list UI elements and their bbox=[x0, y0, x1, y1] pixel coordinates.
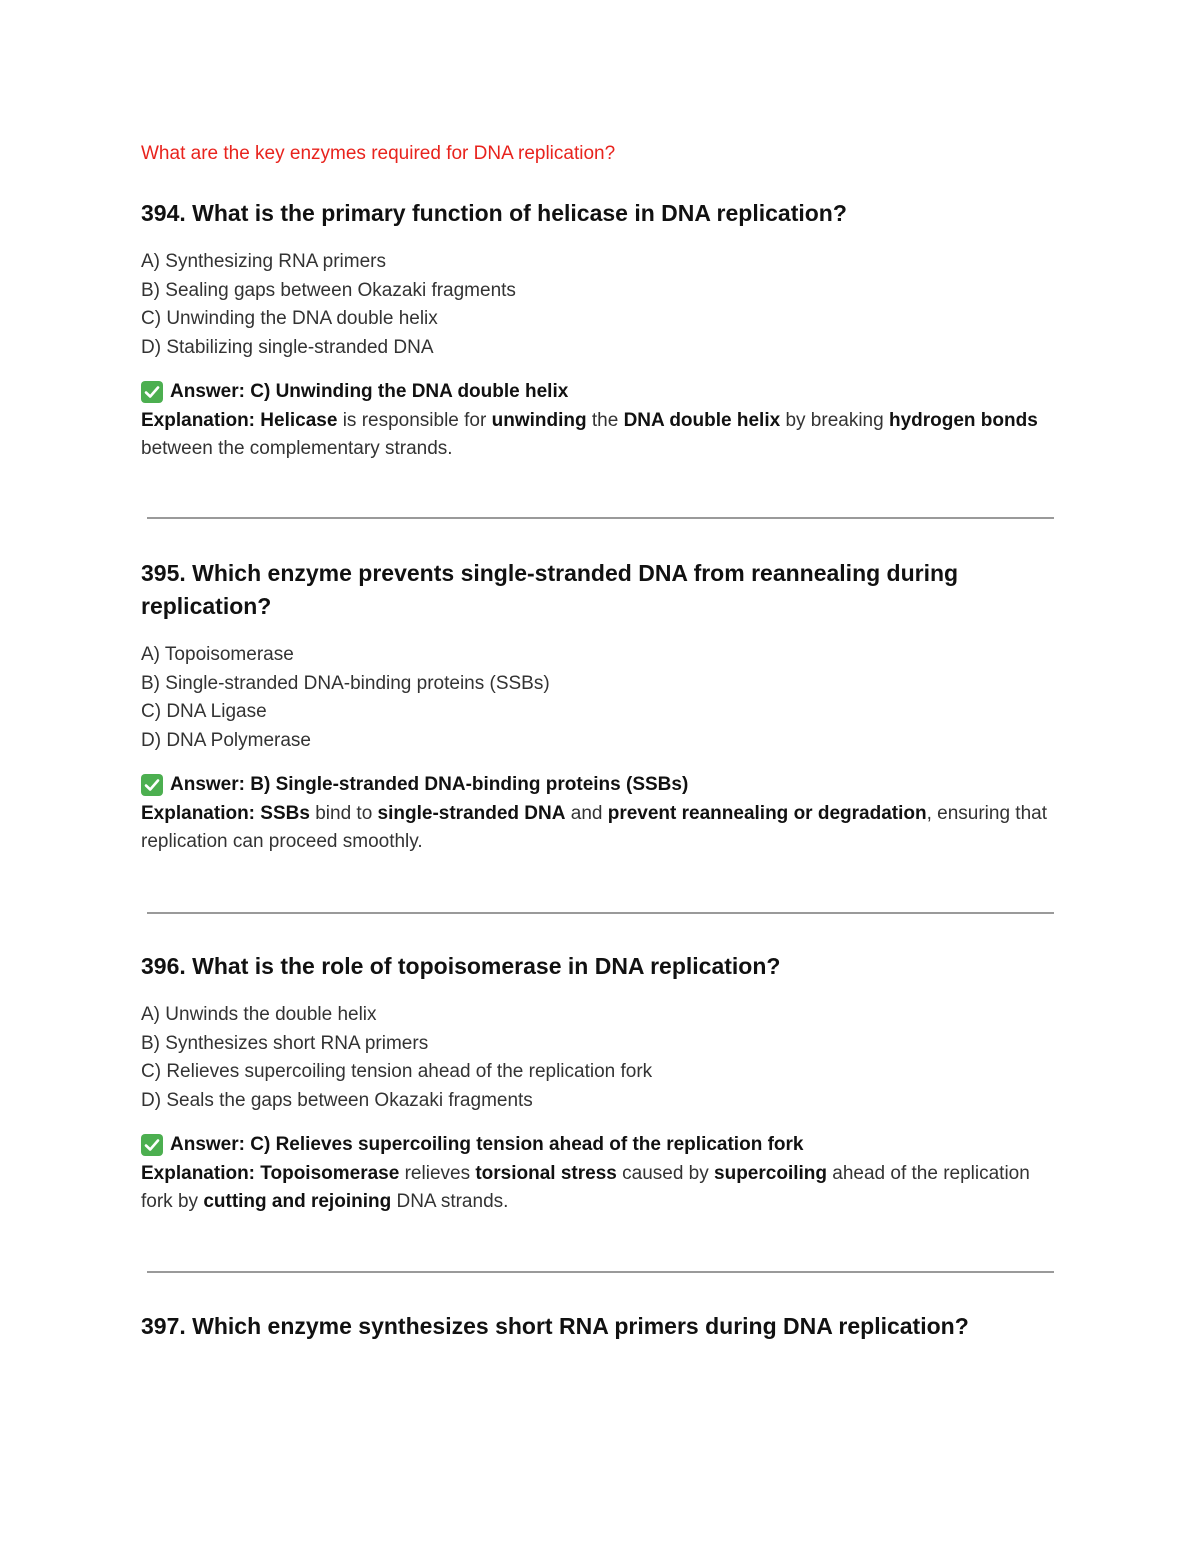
check-mark-icon bbox=[141, 381, 163, 403]
answer-line bbox=[141, 771, 1061, 800]
explanation-bold-run: Helicase bbox=[260, 409, 338, 431]
explanation-bold-run: Explanation: bbox=[141, 802, 261, 824]
option-a: A) Topoisomerase bbox=[141, 644, 294, 665]
explanation-text-run: , ensuring that replication can proceed smoothly. bbox=[141, 802, 1047, 852]
explanation-bold-run: cutting and rejoining bbox=[203, 1191, 392, 1212]
answer-line bbox=[141, 1131, 1061, 1160]
option-c: C) Relieves supercoiling tension ahead of the replication fork bbox=[141, 1061, 653, 1082]
answer-text: Answer: C) Unwinding the DNA double helix bbox=[170, 381, 569, 402]
explanation-bold-run: supercoiling bbox=[714, 1162, 827, 1184]
divider bbox=[147, 1271, 1054, 1273]
explanation bbox=[141, 407, 1061, 464]
explanation-bold-run: Explanation: bbox=[141, 1162, 261, 1184]
question-heading: 397. Which enzyme synthesizes short RNA primers during DNA replication? bbox=[141, 1313, 969, 1339]
explanation-text-run: is responsible for bbox=[337, 409, 492, 431]
divider bbox=[147, 517, 1054, 519]
answer-text: Answer: C) Relieves supercoiling tension ahead of the replication fork bbox=[170, 1134, 804, 1155]
option-a: A) Synthesizing RNA primers bbox=[141, 251, 386, 272]
question-394 bbox=[141, 197, 1061, 464]
option-b: B) Sealing gaps between Okazaki fragments bbox=[141, 279, 516, 301]
explanation-text-run: between the complementary strands. bbox=[141, 438, 453, 459]
explanation-text-run: the bbox=[586, 409, 624, 431]
option-b: B) Synthesizes short RNA primers bbox=[141, 1032, 429, 1054]
explanation-bold-run: prevent reannealing or degradation bbox=[607, 802, 927, 824]
explanation-bold-run: SSBs bbox=[260, 802, 310, 824]
answer-line bbox=[141, 378, 1061, 407]
option-c: C) DNA Ligase bbox=[141, 701, 267, 722]
explanation-bold-run: Explanation: bbox=[141, 409, 261, 431]
explanation-text-run: caused by bbox=[616, 1162, 715, 1184]
question-396 bbox=[141, 950, 1061, 1217]
option-b: B) Single-stranded DNA-binding proteins (SSBs) bbox=[141, 672, 550, 694]
document-page bbox=[141, 140, 1061, 1339]
check-mark-icon bbox=[141, 1134, 163, 1156]
check-mark-icon bbox=[141, 774, 163, 796]
explanation-bold-run: torsional stress bbox=[475, 1162, 617, 1184]
option-d: D) Stabilizing single-stranded DNA bbox=[141, 336, 434, 358]
question-397 bbox=[141, 1310, 1061, 1361]
section-title: What are the key enzymes required for DNA replication? bbox=[141, 143, 616, 164]
options-list bbox=[141, 248, 1061, 362]
explanation-bold-run: Topoisomerase bbox=[260, 1162, 400, 1184]
explanation-bold-run: single-stranded DNA bbox=[377, 802, 566, 824]
question-heading: 395. Which enzyme prevents single-stranded DNA from reannealing during replication? bbox=[141, 560, 959, 619]
explanation bbox=[141, 800, 1061, 857]
explanation-text-run: bind to bbox=[309, 802, 378, 824]
options-list bbox=[141, 1001, 1061, 1115]
question-heading: 396. What is the role of topoisomerase in DNA replication? bbox=[141, 953, 781, 979]
option-a: A) Unwinds the double helix bbox=[141, 1004, 377, 1025]
explanation-text-run: relieves bbox=[399, 1162, 476, 1184]
explanation-text-run: DNA strands. bbox=[391, 1191, 509, 1212]
option-c: C) Unwinding the DNA double helix bbox=[141, 308, 438, 329]
options-list bbox=[141, 641, 1061, 755]
option-d: D) Seals the gaps between Okazaki fragments bbox=[141, 1089, 533, 1111]
explanation-text-run: by breaking bbox=[780, 409, 889, 431]
answer-text: Answer: B) Single-stranded DNA-binding proteins (SSBs) bbox=[170, 774, 689, 795]
explanation-bold-run: DNA double helix bbox=[623, 409, 781, 431]
option-d: D) DNA Polymerase bbox=[141, 729, 311, 751]
explanation-text-run: and bbox=[565, 802, 608, 824]
divider bbox=[147, 912, 1054, 914]
question-heading: 394. What is the primary function of helicase in DNA replication? bbox=[141, 200, 847, 226]
explanation-text-run: ahead of the replication fork by bbox=[141, 1162, 1030, 1212]
explanation-bold-run: unwinding bbox=[491, 409, 587, 431]
explanation bbox=[141, 1160, 1061, 1217]
question-395 bbox=[141, 557, 1061, 857]
explanation-bold-run: hydrogen bonds bbox=[888, 409, 1038, 431]
